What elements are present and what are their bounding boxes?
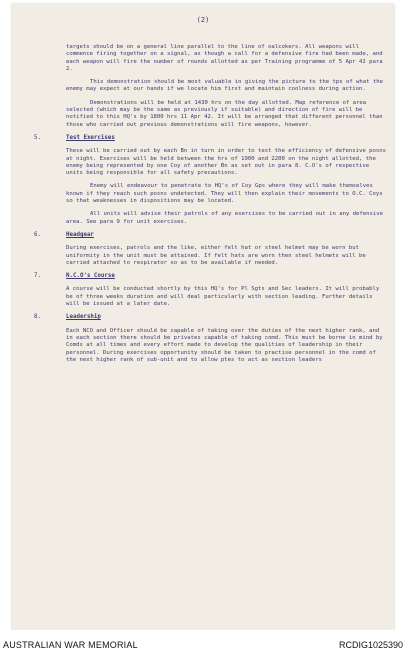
- intro-paragraph-3: Demonstrations will be held at 1430 hrs on the day allotted. Map reference of area selected (which may be the same as previously if suitable) and direction of fire will be notified to this HQ's by 1800 hrs 11 Apr 42. It will be arranged that different personnel than those who carried out previous demonstrations will fire weapons, however.: [66, 99, 383, 128]
- section-heading: Leadership: [66, 314, 101, 321]
- section-headgear: [34, 231, 388, 267]
- section-heading: Test Exercises: [66, 134, 115, 141]
- section-nco-course: [34, 273, 388, 308]
- section-paragraph: All units will advise their patrols of any exercises to be carried out in any defensive area. See para 9 for unit exercises.: [66, 211, 383, 225]
- section-number: 5.: [34, 134, 41, 141]
- page-number: (2): [196, 16, 210, 24]
- intro-paragraph: targets should be on a general line parallel to the line of oalcokers. All weapons will commence firing together on a signal, as though a call for a defensive fire had been made, and each weapon will fire the number of rounds allotted as per Training programme of 5 Apr 42 para 2.: [66, 44, 383, 72]
- section-number: 7.: [34, 273, 41, 280]
- section-paragraph: During exercises, patrols and the like, either felt hat or steel helmet may be worn but uniformity in the unit must be attained. If felt hats are worn then steel helmets will be carried attached to respirator so as to be available if needed.: [66, 245, 366, 266]
- archive-footer: [0, 630, 406, 654]
- section-paragraph: These will be carried out by each Bn in turn in order to test the efficiency of defensive posns at night. Exercises will be held between the hrs of 1900 and 2200 on the night allotted, the enemy being represented by one Coy of another Bn as set out in para 8. C.O's of respective units being responsible for all safety precautions.: [66, 148, 386, 177]
- document-page: [12, 4, 394, 630]
- archive-reference: RCDIG1025390: [338, 640, 403, 650]
- section-heading: Headgear: [66, 231, 94, 238]
- section-number: 8.: [34, 314, 41, 321]
- section-paragraph: Each NCO and Officer should be capable of taking over the duties of the next higher rank, and in each section there should be privates capable of taking comd. This must be borne in mind by Comds at all times and every effort made to develop the qualities of leadership in their personnel. During exercises opportunity should be taken to practise personnel in the comd of the next higher rank of sub-unit and to allow ptes to act as section leaders: [66, 327, 383, 363]
- section-paragraph: Enemy will endeavour to penetrate to HQ's of Coy Gps where they will make themselves known if they reach such posns undetected. They will then explain their movements to O.C. Coys so that weaknesses in dispositions may be located.: [66, 183, 383, 205]
- section-leadership: [34, 314, 388, 364]
- section-paragraph: A course will be conducted shortly by this HQ's for Pl Sgts and Sec leaders. It will probably be of three weeks duration and will deal particularly with section leading. Further details will be issued at a later date.: [66, 286, 380, 308]
- section-test-exercises: [34, 134, 388, 226]
- intro-paragraph-2: This demonstration should be most valuable in giving the picture to the tps of what the enemy may expect at our hands if we locate him first and maintain coolness during action.: [66, 79, 383, 93]
- document-body: [34, 44, 388, 370]
- section-number: 6.: [34, 231, 41, 238]
- archive-name: AUSTRALIAN WAR MEMORIAL: [3, 640, 138, 650]
- section-heading: N.C.O's Course: [66, 273, 115, 280]
